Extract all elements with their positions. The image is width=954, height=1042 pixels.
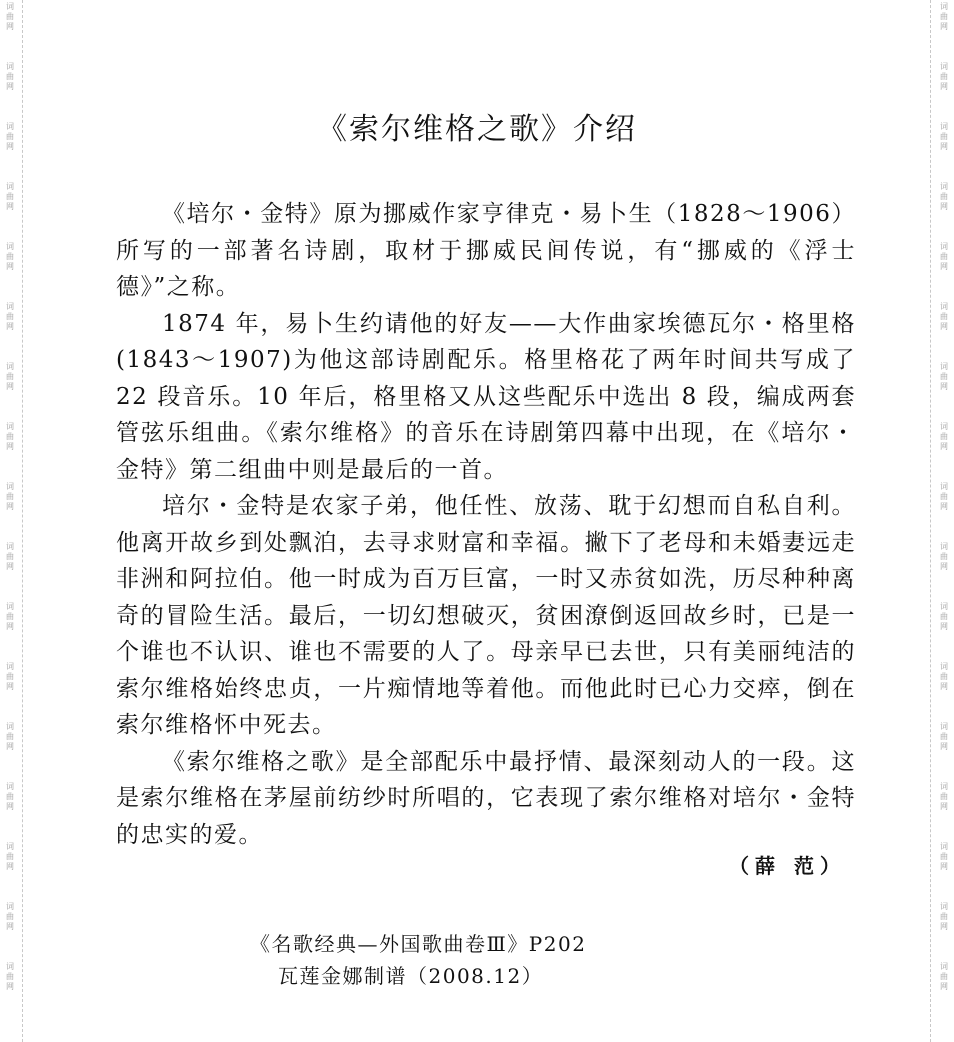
paragraph-story: 培尔・金特是农家子弟，他任性、放荡、耽于幻想而自私自利。他离开故乡到处飘泊，去寻求财富和幸福。撇下了老母和未婚妻远走非洲和阿拉伯。他一时成为百万巨富，一时又赤贫如洗，历尽种种离奇的冒险生活。最后，一切幻想破灭，贫困潦倒返回故乡时，已是一个谁也不认识、谁也不需要的人了。母亲早已去世，只有美丽纯洁的索尔维格始终忠贞，一片痴情地等着他。而他此时已心力交瘁，倒在索尔维格怀中死去。 <box>116 493 856 738</box>
watermark-mark: 词 曲 网 <box>6 662 14 691</box>
right-margin-border <box>930 0 954 1042</box>
watermark-mark: 词 曲 网 <box>940 62 948 91</box>
watermark-mark: 词 曲 网 <box>6 482 14 511</box>
watermark-mark: 词 曲 网 <box>940 782 948 811</box>
watermark-mark: 词 曲 网 <box>940 2 948 31</box>
watermark-mark: 词 曲 网 <box>940 242 948 271</box>
watermark-mark: 词 曲 网 <box>6 2 14 31</box>
watermark-mark: 词 曲 网 <box>6 722 14 751</box>
source-citation <box>0 928 954 992</box>
watermark-mark: 词 曲 网 <box>940 302 948 331</box>
left-margin-border <box>0 0 23 1042</box>
watermark-mark: 词 曲 网 <box>940 482 948 511</box>
watermark-mark: 词 曲 网 <box>6 602 14 631</box>
watermark-mark: 词 曲 网 <box>6 902 14 931</box>
watermark-mark: 词 曲 网 <box>6 122 14 151</box>
source-book: 《名歌经典—外国歌曲卷Ⅲ》P202 <box>250 932 587 956</box>
watermark-mark: 词 曲 网 <box>6 182 14 211</box>
watermark-mark: 词 曲 网 <box>6 242 14 271</box>
paragraph-composition: 1874 年，易卜生约请他的好友——大作曲家埃德瓦尔・格里格(1843～1907)为他这部诗剧配乐。格里格花了两年时间共写成了 22 段音乐。10 年后，格里格又从这些配乐中选出 8 段，编成两套管弦乐组曲。《索尔维格》的音乐在诗剧第四幕中出现，在《培尔・金特》第二组曲中则是最后的一首。 <box>116 310 856 483</box>
watermark-mark: 词 曲 网 <box>940 422 948 451</box>
watermark-mark: 词 曲 网 <box>940 602 948 631</box>
watermark-mark: 词 曲 网 <box>6 422 14 451</box>
watermark-mark: 词 曲 网 <box>6 962 14 991</box>
watermark-mark: 词 曲 网 <box>940 662 948 691</box>
watermark-mark: 词 曲 网 <box>940 842 948 871</box>
watermark-mark: 词 曲 网 <box>940 542 948 571</box>
paragraph-intro: 《培尔・金特》原为挪威作家亨律克・易卜生（1828～1906）所写的一部著名诗剧，取材于挪威民间传说，有“挪威的《浮士德》”之称。 <box>116 201 856 300</box>
watermark-mark: 词 曲 网 <box>6 542 14 571</box>
watermark-mark: 词 曲 网 <box>6 362 14 391</box>
watermark-mark: 词 曲 网 <box>940 962 948 991</box>
author-signature: （薛 范） <box>729 854 846 878</box>
watermark-mark: 词 曲 网 <box>6 782 14 811</box>
article-body <box>116 196 856 853</box>
paragraph-song: 《索尔维格之歌》是全部配乐中最抒情、最深刻动人的一段。这是索尔维格在茅屋前纺纱时所唱的，它表现了索尔维格对培尔・金特的忠实的爱。 <box>116 748 856 848</box>
watermark-mark: 词 曲 网 <box>940 362 948 391</box>
article-title: 《索尔维格之歌》介绍 <box>317 112 637 147</box>
watermark-mark: 词 曲 网 <box>940 902 948 931</box>
watermark-mark: 词 曲 网 <box>6 62 14 91</box>
watermark-mark: 词 曲 网 <box>940 182 948 211</box>
watermark-mark: 词 曲 网 <box>6 842 14 871</box>
watermark-mark: 词 曲 网 <box>6 302 14 331</box>
watermark-mark: 词 曲 网 <box>940 722 948 751</box>
watermark-mark: 词 曲 网 <box>940 122 948 151</box>
source-transcriber: 瓦莲金娜制谱（2008.12） <box>278 964 544 988</box>
